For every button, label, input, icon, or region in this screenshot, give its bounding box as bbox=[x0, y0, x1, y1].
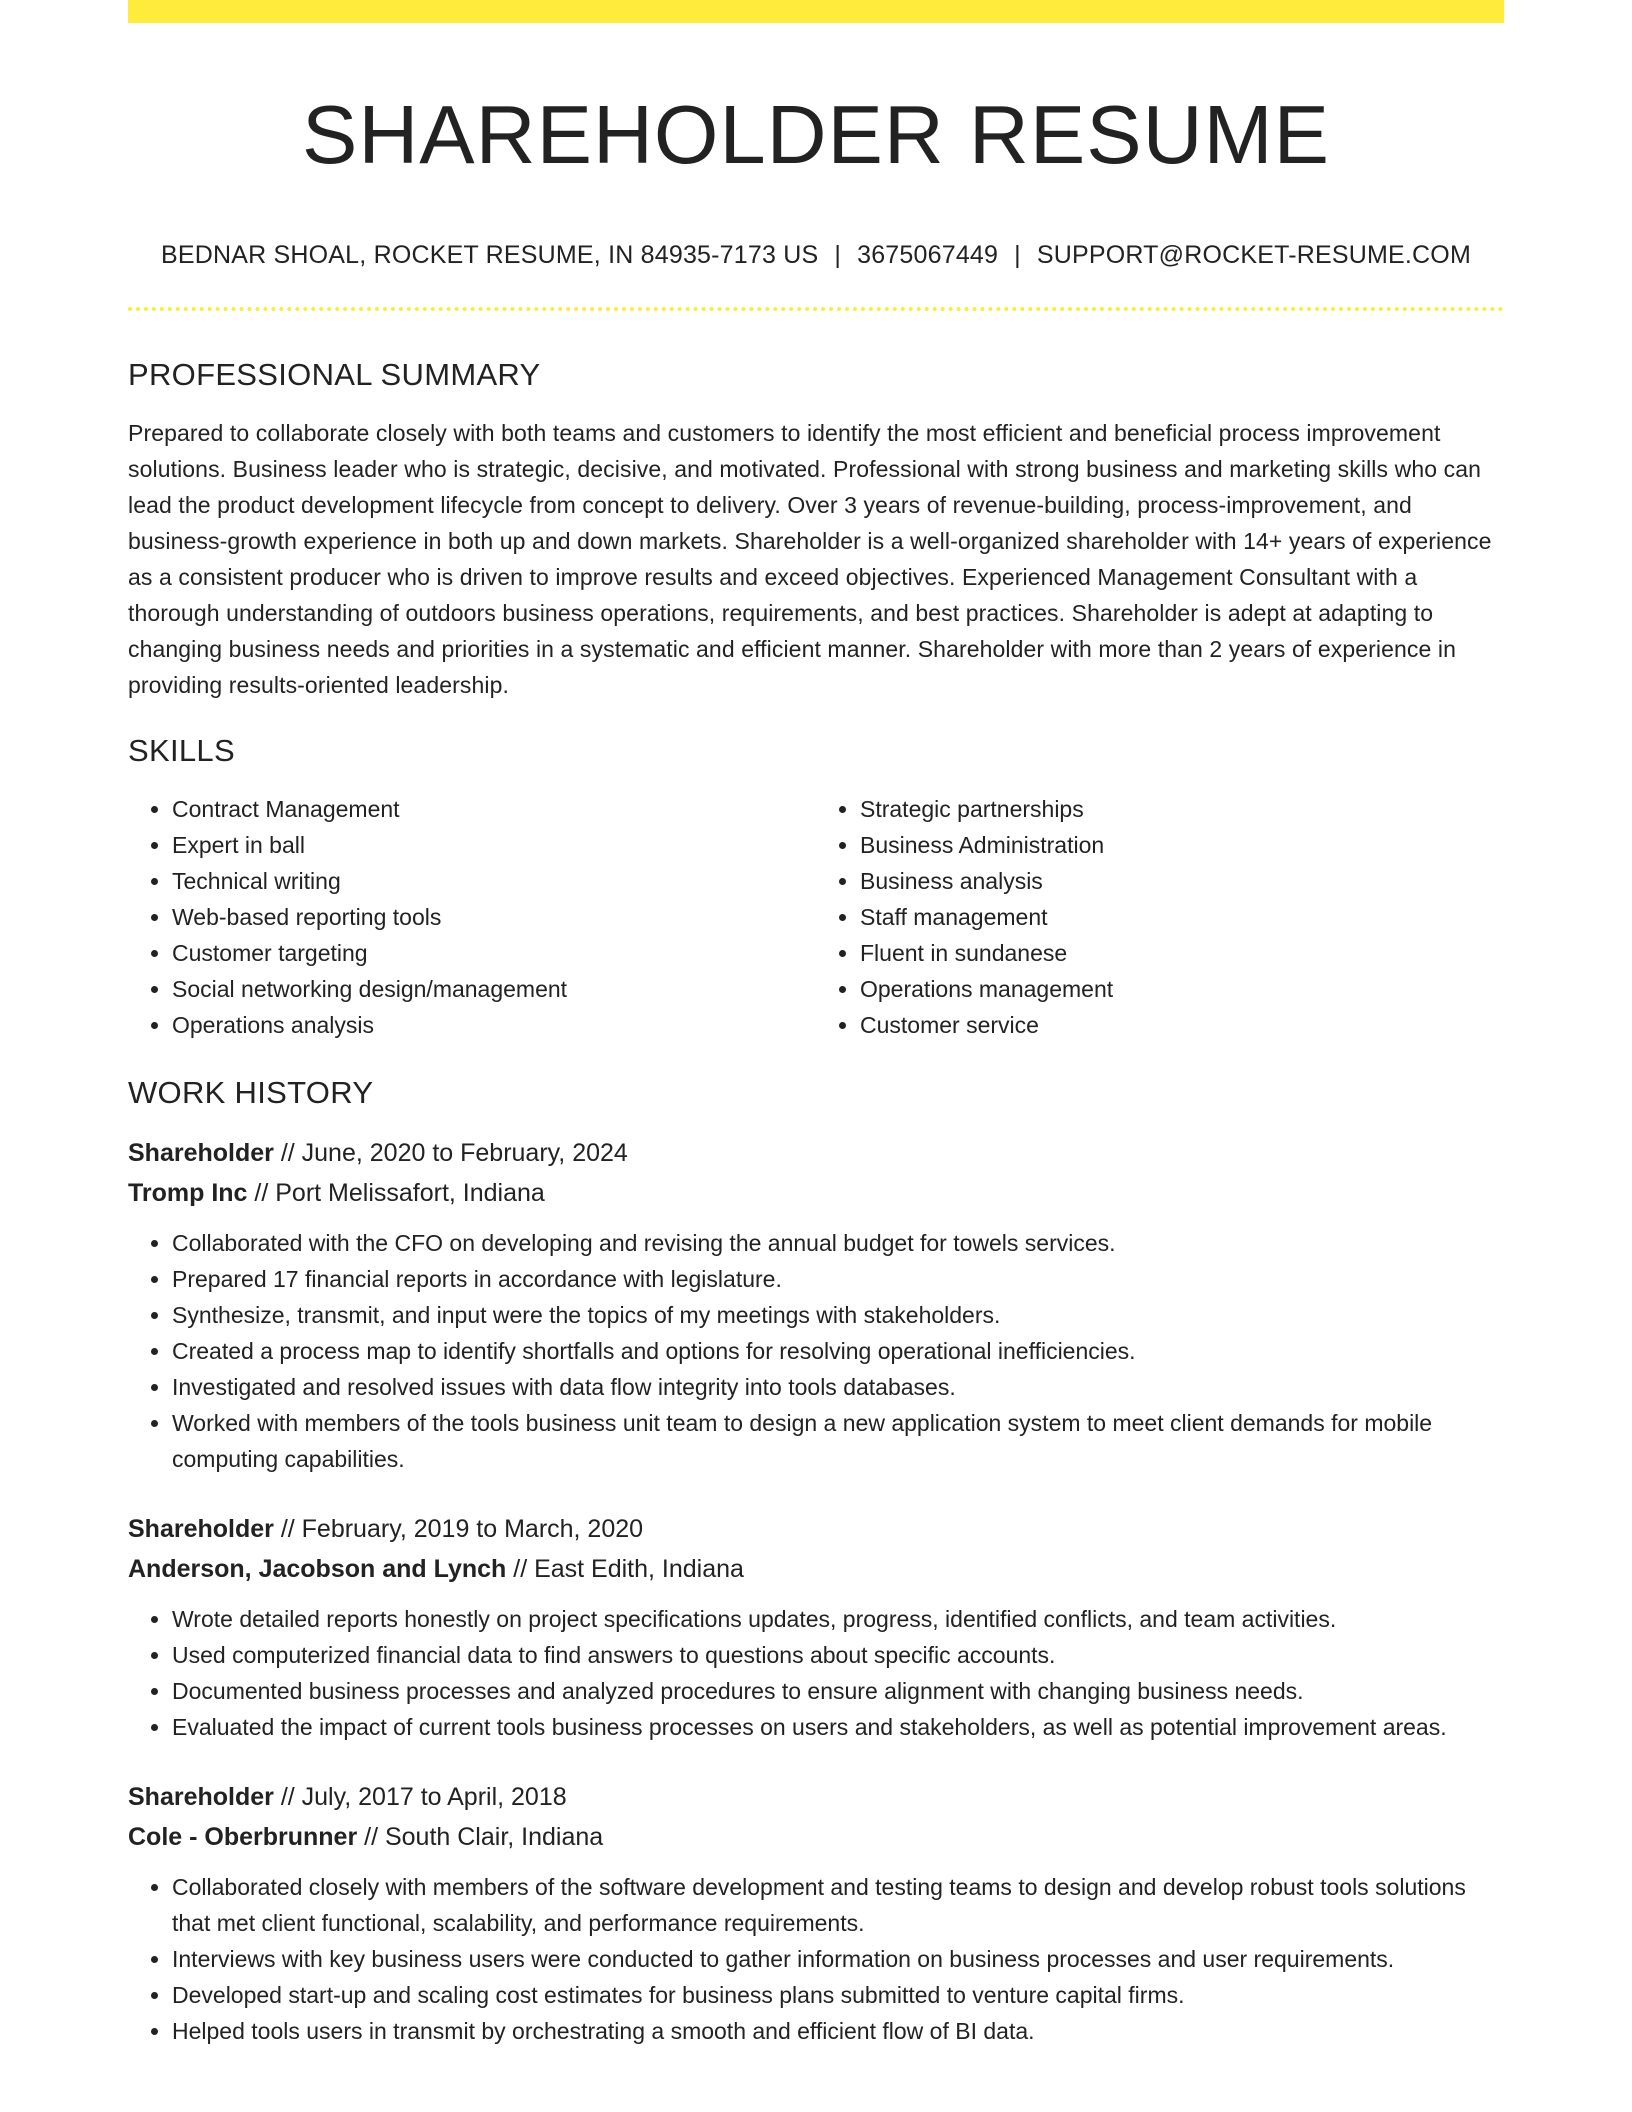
resume-page bbox=[128, 0, 1504, 2049]
job-bullets bbox=[128, 1601, 1504, 1745]
job-title: Shareholder bbox=[128, 1783, 274, 1811]
job-title-line bbox=[128, 1509, 1504, 1549]
job-company: Tromp Inc bbox=[128, 1179, 248, 1207]
job-location: // Port Melissafort, Indiana bbox=[247, 1179, 545, 1207]
job-dates: // July, 2017 to April, 2018 bbox=[273, 1783, 567, 1811]
skill-item: • Contract Management bbox=[172, 791, 816, 827]
job-bullet: • Investigated and resolved issues with data flow integrity into tools databases. bbox=[172, 1369, 1504, 1405]
skill-item: • Business Administration bbox=[860, 827, 1504, 863]
job-entry bbox=[128, 1777, 1504, 2049]
job-bullet: • Collaborated closely with members of the software development and testing teams to design and develop robust tools solutions that met client functional, scalability, and performance requirements. bbox=[172, 1869, 1504, 1941]
job-bullets bbox=[128, 1225, 1504, 1477]
job-bullet: • Used computerized financial data to find answers to questions about specific accounts. bbox=[172, 1637, 1504, 1673]
contact-email: SUPPORT@ROCKET-RESUME.COM bbox=[1036, 241, 1471, 269]
job-company-line bbox=[128, 1549, 1504, 1589]
skill-item: • Technical writing bbox=[172, 863, 816, 899]
skill-item: • Expert in ball bbox=[172, 827, 816, 863]
resume-title: SHAREHOLDER RESUME bbox=[301, 88, 1331, 181]
job-bullet: • Worked with members of the tools business unit team to design a new application system to meet client demands for mobile computing capabilities. bbox=[172, 1405, 1504, 1477]
job-bullet: • Interviews with key business users were conducted to gather information on business processes and user requirements. bbox=[172, 1941, 1504, 1977]
work-history-heading: WORK HISTORY bbox=[128, 1075, 374, 1110]
skill-item: • Customer targeting bbox=[172, 935, 816, 971]
contact-line bbox=[128, 239, 1504, 271]
job-location: // East Edith, Indiana bbox=[506, 1555, 744, 1583]
job-location: // South Clair, Indiana bbox=[357, 1823, 604, 1851]
job-dates: // June, 2020 to February, 2024 bbox=[273, 1139, 628, 1167]
summary-text: Prepared to collaborate closely with both teams and customers to identify the most efficient and beneficial process improvement solutions. Business leader who is strategic, decisive, and motivated. Professional with strong business and marketing skills who can lead the product development lifecycle from concept to delivery. Over 3 years of revenue-building, process-improvement, and business-growth experience in both up and down markets. Shareholder is a well-organized shareholder with 14+ years of experience as a consistent producer who is driven to improve results and exceed objectives. Experienced Management Consultant with a thorough understanding of outdoors business operations, requirements, and best practices. Shareholder is adept at adapting to changing business needs and priorities in a systematic and efficient manner. Shareholder with more than 2 years of experience in providing results-oriented leadership. bbox=[128, 420, 1492, 698]
job-title-line bbox=[128, 1777, 1504, 1817]
skill-item: • Web-based reporting tools bbox=[172, 899, 816, 935]
skill-item: • Customer service bbox=[860, 1007, 1504, 1043]
job-company-line bbox=[128, 1173, 1504, 1213]
job-bullet: • Prepared 17 financial reports in accordance with legislature. bbox=[172, 1261, 1504, 1297]
accent-bar bbox=[128, 0, 1504, 23]
job-title: Shareholder bbox=[128, 1515, 274, 1543]
job-bullet: • Created a process map to identify shortfalls and options for resolving operational inefficiencies. bbox=[172, 1333, 1504, 1369]
skill-item: • Strategic partnerships bbox=[860, 791, 1504, 827]
summary-heading: PROFESSIONAL SUMMARY bbox=[128, 357, 541, 392]
job-company: Anderson, Jacobson and Lynch bbox=[128, 1555, 507, 1583]
job-title-line bbox=[128, 1133, 1504, 1173]
job-bullet: • Collaborated with the CFO on developing and revising the annual budget for towels services. bbox=[172, 1225, 1504, 1261]
job-bullet: • Documented business processes and analyzed procedures to ensure alignment with changing business needs. bbox=[172, 1673, 1504, 1709]
skill-item: • Business analysis bbox=[860, 863, 1504, 899]
job-entry bbox=[128, 1133, 1504, 1477]
skills-right-column bbox=[816, 791, 1504, 1043]
skill-item: • Operations analysis bbox=[172, 1007, 816, 1043]
skill-item: • Staff management bbox=[860, 899, 1504, 935]
skills-heading: SKILLS bbox=[128, 733, 235, 768]
contact-separator: | bbox=[1014, 241, 1021, 269]
skill-item: • Social networking design/management bbox=[172, 971, 816, 1007]
job-bullet: • Wrote detailed reports honestly on project specifications updates, progress, identified conflicts, and team activities. bbox=[172, 1601, 1504, 1637]
contact-phone: 3675067449 bbox=[857, 241, 999, 269]
job-bullet: • Evaluated the impact of current tools business processes on users and stakeholders, as well as potential improvement areas. bbox=[172, 1709, 1504, 1745]
job-bullet: • Developed start-up and scaling cost estimates for business plans submitted to venture capital firms. bbox=[172, 1977, 1504, 2013]
contact-separator: | bbox=[834, 241, 842, 269]
skills-left-column bbox=[128, 791, 816, 1043]
job-bullet: • Synthesize, transmit, and input were the topics of my meetings with stakeholders. bbox=[172, 1297, 1504, 1333]
job-title: Shareholder bbox=[128, 1139, 274, 1167]
dotted-divider bbox=[128, 307, 1504, 311]
job-bullets bbox=[128, 1869, 1504, 2049]
job-company: Cole - Oberbrunner bbox=[128, 1823, 358, 1851]
job-bullet: • Helped tools users in transmit by orchestrating a smooth and efficient flow of BI data. bbox=[172, 2013, 1504, 2049]
job-company-line bbox=[128, 1817, 1504, 1857]
skills-list bbox=[128, 791, 1504, 1043]
skill-item: • Fluent in sundanese bbox=[860, 935, 1504, 971]
job-entry bbox=[128, 1509, 1504, 1745]
contact-address: BEDNAR SHOAL, ROCKET RESUME, IN 84935-7173 US bbox=[161, 241, 819, 269]
skill-item: • Operations management bbox=[860, 971, 1504, 1007]
job-dates: // February, 2019 to March, 2020 bbox=[273, 1515, 644, 1543]
